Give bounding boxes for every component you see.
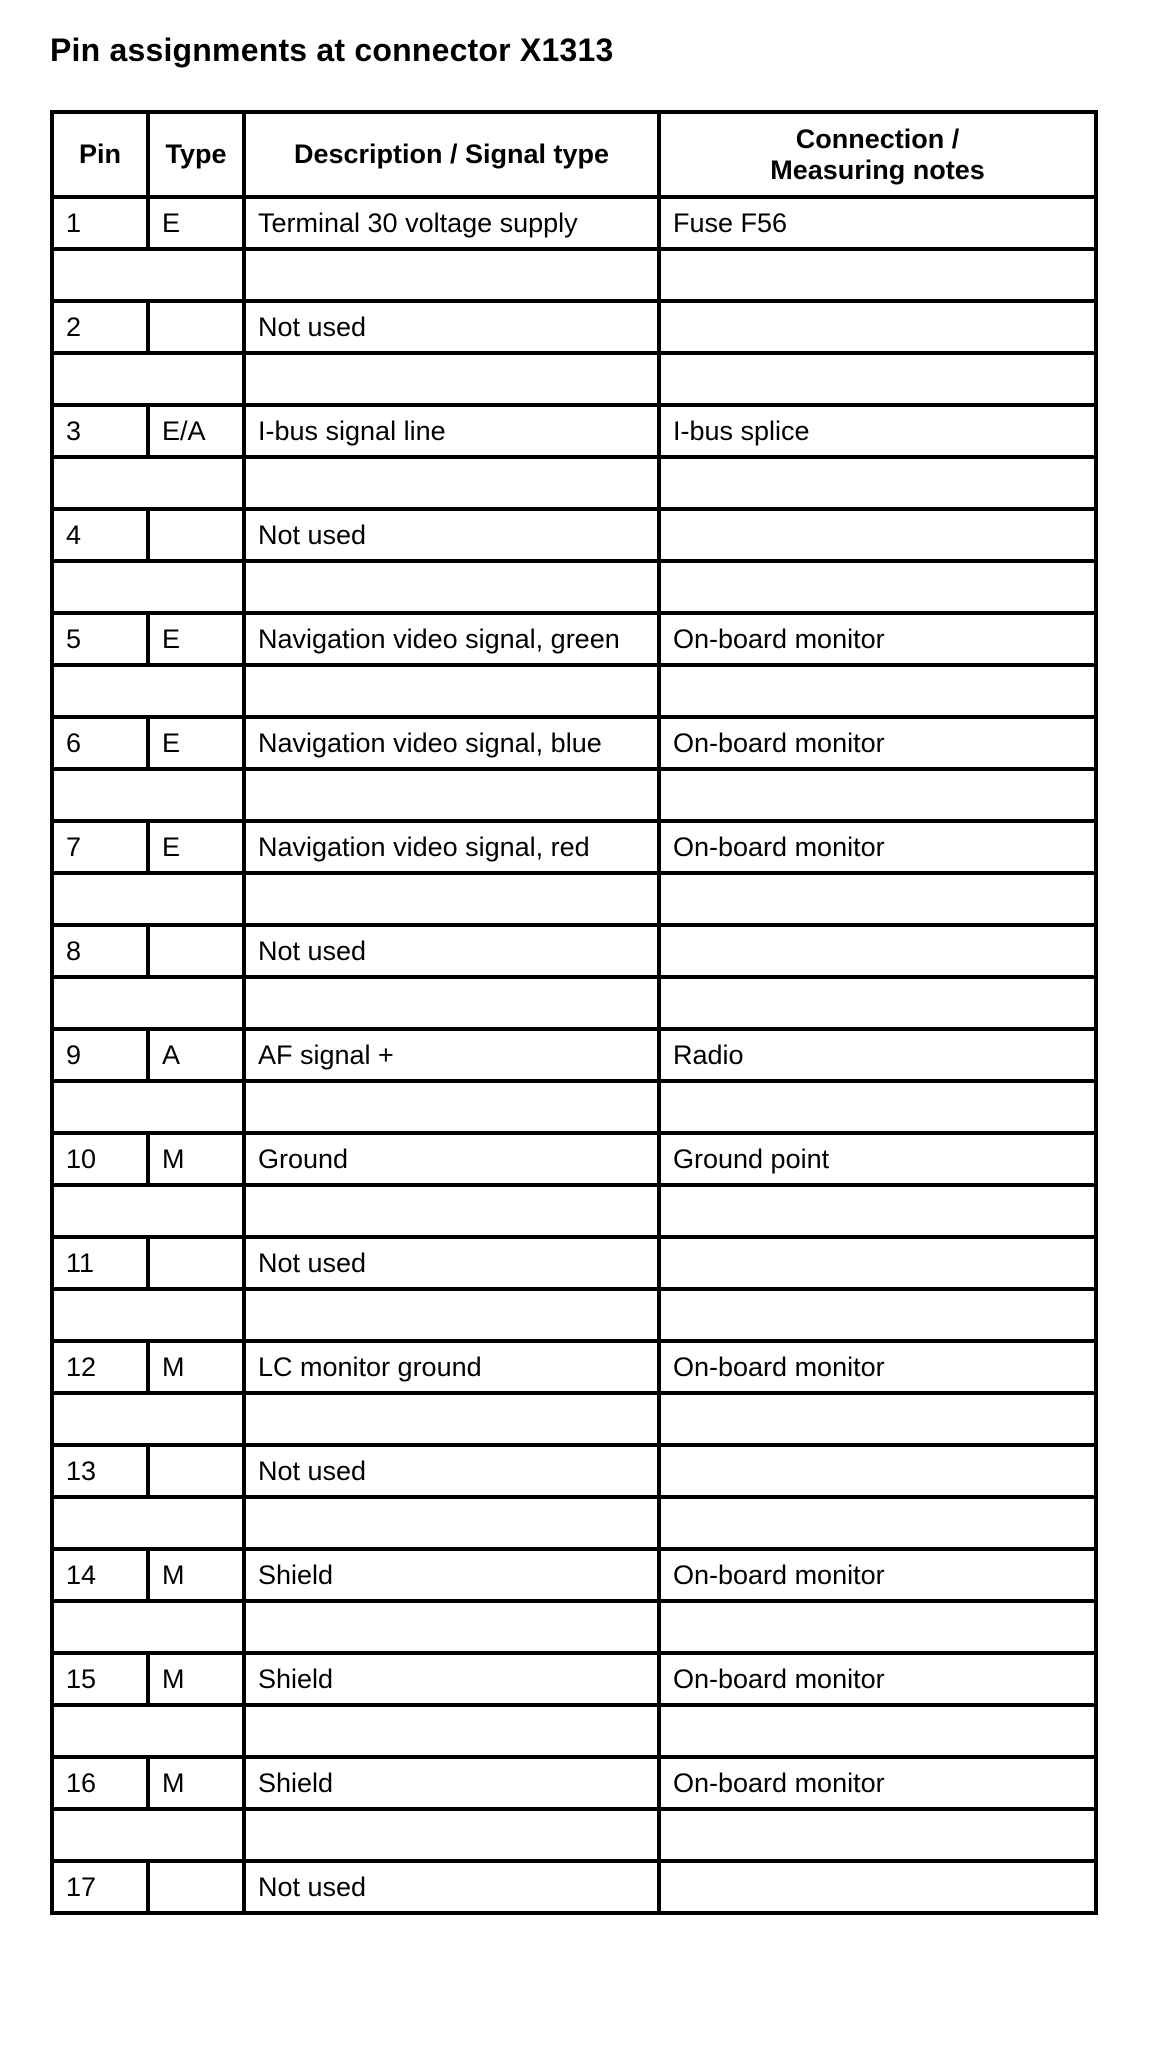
table-spacer-row	[52, 977, 1096, 1029]
cell-type: A	[148, 1029, 244, 1081]
header-description: Description / Signal type	[244, 112, 659, 197]
spacer-cell-pin-type	[52, 977, 244, 1029]
cell-type: M	[148, 1341, 244, 1393]
spacer-cell-pin-type	[52, 1601, 244, 1653]
spacer-cell-pin-type	[52, 1185, 244, 1237]
cell-pin: 5	[52, 613, 148, 665]
table-spacer-row	[52, 1081, 1096, 1133]
cell-connection: On-board monitor	[659, 1653, 1096, 1705]
pin-assignment-table	[50, 110, 1098, 1915]
cell-type: M	[148, 1653, 244, 1705]
cell-type	[148, 925, 244, 977]
spacer-cell-description	[244, 561, 659, 613]
spacer-cell-description	[244, 665, 659, 717]
cell-connection: On-board monitor	[659, 821, 1096, 873]
cell-description: Shield	[244, 1653, 659, 1705]
spacer-cell-connection	[659, 769, 1096, 821]
spacer-cell-connection	[659, 1601, 1096, 1653]
spacer-cell-description	[244, 1809, 659, 1861]
table-row	[52, 1237, 1096, 1289]
table-row	[52, 1029, 1096, 1081]
table-row	[52, 405, 1096, 457]
spacer-cell-pin-type	[52, 561, 244, 613]
table-spacer-row	[52, 1497, 1096, 1549]
spacer-cell-connection	[659, 977, 1096, 1029]
spacer-cell-connection	[659, 1081, 1096, 1133]
cell-type: E	[148, 197, 244, 249]
header-connection	[659, 112, 1096, 197]
spacer-cell-description	[244, 1601, 659, 1653]
spacer-cell-description	[244, 1705, 659, 1757]
cell-pin: 3	[52, 405, 148, 457]
spacer-cell-connection	[659, 873, 1096, 925]
cell-description: Ground	[244, 1133, 659, 1185]
table-row	[52, 509, 1096, 561]
spacer-cell-pin-type	[52, 1497, 244, 1549]
spacer-cell-pin-type	[52, 1393, 244, 1445]
cell-pin: 13	[52, 1445, 148, 1497]
cell-description: Shield	[244, 1757, 659, 1809]
table-spacer-row	[52, 1601, 1096, 1653]
cell-type: E	[148, 821, 244, 873]
cell-connection: Ground point	[659, 1133, 1096, 1185]
table-spacer-row	[52, 1185, 1096, 1237]
table-row	[52, 821, 1096, 873]
spacer-cell-description	[244, 1497, 659, 1549]
table-row	[52, 1133, 1096, 1185]
table-spacer-row	[52, 769, 1096, 821]
spacer-cell-connection	[659, 249, 1096, 301]
cell-connection	[659, 1445, 1096, 1497]
cell-type	[148, 1861, 244, 1913]
table-row	[52, 717, 1096, 769]
cell-pin: 8	[52, 925, 148, 977]
table-spacer-row	[52, 1705, 1096, 1757]
spacer-cell-description	[244, 873, 659, 925]
cell-connection: Radio	[659, 1029, 1096, 1081]
table-spacer-row	[52, 457, 1096, 509]
cell-description: Not used	[244, 925, 659, 977]
cell-connection: On-board monitor	[659, 1549, 1096, 1601]
spacer-cell-description	[244, 1289, 659, 1341]
spacer-cell-connection	[659, 353, 1096, 405]
cell-pin: 12	[52, 1341, 148, 1393]
spacer-cell-description	[244, 1185, 659, 1237]
spacer-cell-pin-type	[52, 1289, 244, 1341]
spacer-cell-pin-type	[52, 1705, 244, 1757]
cell-pin: 7	[52, 821, 148, 873]
cell-description: I-bus signal line	[244, 405, 659, 457]
table-spacer-row	[52, 561, 1096, 613]
table-spacer-row	[52, 665, 1096, 717]
spacer-cell-description	[244, 457, 659, 509]
cell-description: Not used	[244, 509, 659, 561]
table-row	[52, 301, 1096, 353]
spacer-cell-connection	[659, 1705, 1096, 1757]
spacer-cell-pin-type	[52, 457, 244, 509]
cell-connection: I-bus splice	[659, 405, 1096, 457]
cell-pin: 6	[52, 717, 148, 769]
cell-type	[148, 509, 244, 561]
table-row	[52, 1861, 1096, 1913]
spacer-cell-description	[244, 769, 659, 821]
cell-pin: 9	[52, 1029, 148, 1081]
spacer-cell-pin-type	[52, 873, 244, 925]
cell-description: Terminal 30 voltage supply	[244, 197, 659, 249]
cell-type: M	[148, 1757, 244, 1809]
cell-type: M	[148, 1549, 244, 1601]
cell-description: Not used	[244, 301, 659, 353]
spacer-cell-pin-type	[52, 769, 244, 821]
spacer-cell-description	[244, 353, 659, 405]
spacer-cell-pin-type	[52, 249, 244, 301]
table-spacer-row	[52, 1809, 1096, 1861]
spacer-cell-pin-type	[52, 353, 244, 405]
table-row	[52, 1341, 1096, 1393]
cell-pin: 15	[52, 1653, 148, 1705]
table-row	[52, 1549, 1096, 1601]
cell-pin: 1	[52, 197, 148, 249]
table-row	[52, 1653, 1096, 1705]
spacer-cell-connection	[659, 1393, 1096, 1445]
table-spacer-row	[52, 249, 1096, 301]
cell-description: Not used	[244, 1237, 659, 1289]
cell-connection	[659, 1237, 1096, 1289]
table-body	[52, 197, 1096, 1913]
spacer-cell-description	[244, 1081, 659, 1133]
spacer-cell-description	[244, 249, 659, 301]
cell-type	[148, 301, 244, 353]
cell-connection	[659, 925, 1096, 977]
cell-connection: On-board monitor	[659, 1341, 1096, 1393]
page-title: Pin assignments at connector X1313	[50, 32, 614, 68]
cell-type: E/A	[148, 405, 244, 457]
cell-pin: 16	[52, 1757, 148, 1809]
cell-description: Navigation video signal, green	[244, 613, 659, 665]
cell-connection	[659, 509, 1096, 561]
cell-type	[148, 1445, 244, 1497]
cell-pin: 14	[52, 1549, 148, 1601]
table-row	[52, 1445, 1096, 1497]
table-spacer-row	[52, 353, 1096, 405]
spacer-cell-connection	[659, 1185, 1096, 1237]
cell-description: Shield	[244, 1549, 659, 1601]
cell-pin: 11	[52, 1237, 148, 1289]
table-spacer-row	[52, 1289, 1096, 1341]
cell-connection: On-board monitor	[659, 1757, 1096, 1809]
spacer-cell-connection	[659, 1497, 1096, 1549]
spacer-cell-connection	[659, 1809, 1096, 1861]
cell-pin: 10	[52, 1133, 148, 1185]
spacer-cell-connection	[659, 561, 1096, 613]
cell-connection	[659, 1861, 1096, 1913]
cell-pin: 17	[52, 1861, 148, 1913]
cell-description: Not used	[244, 1445, 659, 1497]
spacer-cell-connection	[659, 665, 1096, 717]
table-spacer-row	[52, 873, 1096, 925]
cell-type: E	[148, 717, 244, 769]
header-type: Type	[148, 112, 244, 197]
spacer-cell-connection	[659, 457, 1096, 509]
cell-pin: 4	[52, 509, 148, 561]
cell-connection: Fuse F56	[659, 197, 1096, 249]
cell-description: LC monitor ground	[244, 1341, 659, 1393]
table-row	[52, 613, 1096, 665]
header-connection-line2: Measuring notes	[770, 154, 985, 185]
header-pin: Pin	[52, 112, 148, 197]
header-connection-line1: Connection /	[795, 123, 960, 154]
cell-type: E	[148, 613, 244, 665]
table-header-row	[52, 112, 1096, 197]
cell-type: M	[148, 1133, 244, 1185]
cell-pin: 2	[52, 301, 148, 353]
cell-description: Navigation video signal, red	[244, 821, 659, 873]
cell-description: Navigation video signal, blue	[244, 717, 659, 769]
spacer-cell-description	[244, 1393, 659, 1445]
cell-description: AF signal +	[244, 1029, 659, 1081]
table-row	[52, 197, 1096, 249]
spacer-cell-pin-type	[52, 1809, 244, 1861]
cell-connection: On-board monitor	[659, 717, 1096, 769]
table-spacer-row	[52, 1393, 1096, 1445]
spacer-cell-description	[244, 977, 659, 1029]
cell-description: Not used	[244, 1861, 659, 1913]
cell-connection	[659, 301, 1096, 353]
spacer-cell-pin-type	[52, 665, 244, 717]
table-row	[52, 925, 1096, 977]
cell-connection: On-board monitor	[659, 613, 1096, 665]
cell-type	[148, 1237, 244, 1289]
spacer-cell-connection	[659, 1289, 1096, 1341]
spacer-cell-pin-type	[52, 1081, 244, 1133]
table-row	[52, 1757, 1096, 1809]
